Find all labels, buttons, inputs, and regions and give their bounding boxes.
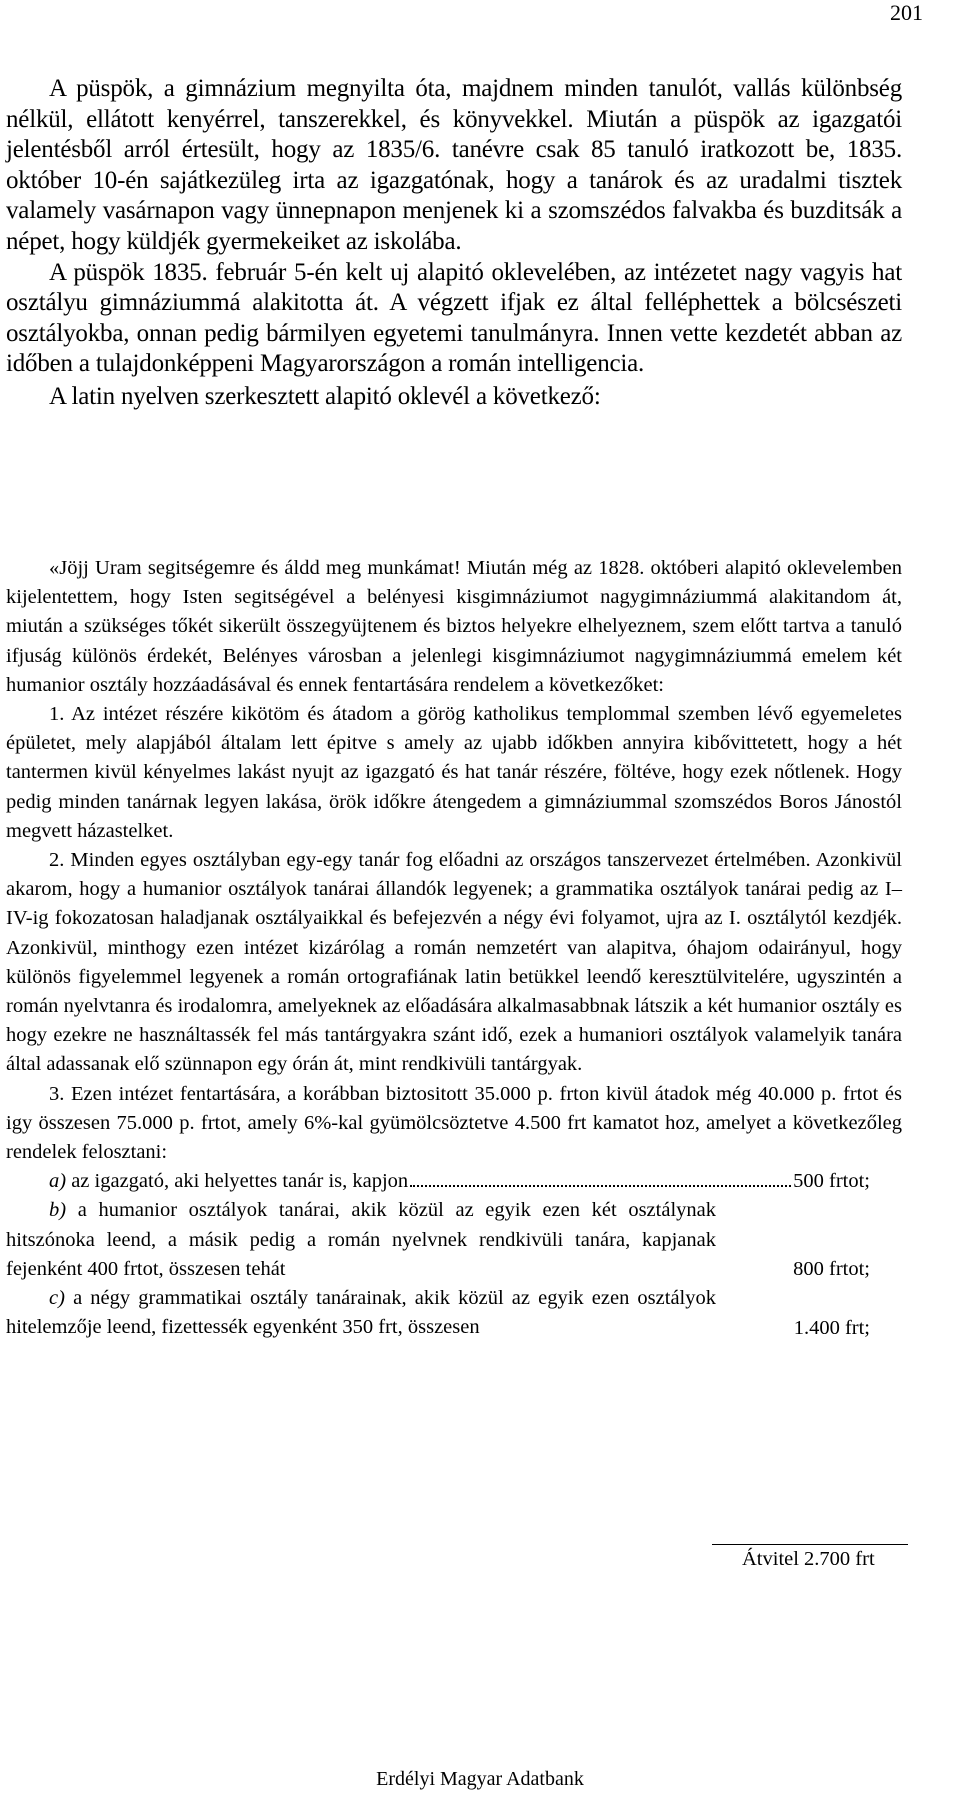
item-b-letter: b) — [49, 1199, 67, 1222]
charter-paragraph-intro: «Jöjj Uram segitségemre és áldd meg munkámat! Miután még az 1828. októberi alapitó oklevelemben kijelentettem, hogy Isten segitségével a belényesi kisgimnáziumot nagygimnáziummá alakitandom át, miután a szükséges tőkét sikerült összegyüjtenem és biztos helyekre elhelyeznem, szem előtt tartva a tanuló ifjuság különös érdekét, Belényes városban a jelenlegi kisgimnáziumot nagygimnáziummá emelem két humanior osztály hozzáadásával és ennek fentartására rendelem a következőket: — [6, 557, 902, 696]
item-c-amount: 1.400 frt; — [793, 1316, 870, 1339]
page-number: 201 — [890, 0, 923, 25]
item-b — [6, 1196, 716, 1284]
carry-over-total: Átvitel 2.700 frt — [712, 1544, 908, 1573]
item-c-text: a négy grammatikai osztály tanárainak, akik közül az egyik ezen osztályok hitelemzője leend, fizettessék egyenként 350 frt, összesen — [6, 1287, 716, 1339]
item-b-text: a humanior osztályok tanárai, akik közül az egyik ezen két osztálynak hitszónoka leend, a másik pedig a román nyelvnek rendkivüli tanára, kapjanak fejenként 400 frtot, összesen tehát — [6, 1199, 716, 1280]
charter-paragraph-2: 2. Minden egyes osztályban egy-egy tanár fog előadni az országos tanszervezet értelmében. Azonkivül akarom, hogy a humanior osztályok tanárai állandók legyenek; a grammatika osztályok tanárai pedig az I–IV-ig fokozatosan haladjanak osztályaikkal és befejezvén a négy évi folyamot, ujra az I. osztálytól kezdjék. Azonkivül, minthogy ezen intézet kizárólag a román nemzetért van alapitva, óhajom odairányul, hogy különös figyelemmel legyenek a román ortografiának latin betükkel leendő keresztülvitelére, ugyszintén a román nyelvtanra és irodalomra, amelyeknek az előadására alkalmasabbnak látszik a két humanior osztály es hogy ezekre ne használtassék fel más tantárgyakra szánt idő, ezek a humaniori osztályok valamelyik tanára által adassanak elő szünnapon egy órán át, mint rendkivüli tantárgyak. — [6, 849, 902, 1076]
intro-paragraph-2: A püspök 1835. február 5-én kelt uj alapitó oklevelében, az intézetet nagy vagyis hat osztályu gimnáziummá alakitotta át. A végzett ifjak ez által felléphettek a bölcsészeti osztályokba, onnan pedig bármilyen egyetemi tanulmányra. Innen vette kezdetét abban az időben a tulajdonképpeni Magyarországon a román intelligencia. — [6, 258, 902, 378]
item-a-letter: a) — [49, 1170, 67, 1193]
charter-paragraph-1: 1. Az intézet részére kikötöm és átadom a görög katholikus templommal szemben lévő egyemeletes épületet, mely alapjából általam lett épitve s amely az ujabb időkben annyira kibővittetett, hogy a hét tantermen kivül kényelmes lakást nyujt az igazgató és hat tanár részére, föltéve, hogy ezek nőtlenek. Hogy pedig minden tanárnak legyen lakása, örök időkre átengedem a gimnáziummal szomszédos Boros Jánostól megvett házastelket. — [6, 703, 902, 842]
item-c-letter: c) — [49, 1287, 65, 1310]
intro-paragraph-3: A latin nyelven szerkesztett alapitó oklevél a következő: — [49, 382, 601, 410]
charter-paragraph-3: 3. Ezen intézet fentartására, a korábban biztositott 35.000 p. frton kivül átadok még 40.000 p. frtot és igy összesen 75.000 p. frtot, amely 6%-kal gyümölcsöztetve 4.500 frt kamatot hoz, amelyet a következőleg rendelek felosztani: — [6, 1082, 902, 1164]
item-b-amount: 800 frtot; — [793, 1258, 870, 1281]
item-a — [6, 1167, 902, 1196]
intro-paragraph-1: A püspök, a gimnázium megnyilta óta, majdnem minden tanulót, vallás különbség nélkül, ellátott kenyérrel, tanszerekkel, és könyvekkel. Miután a püspök az igazgatói jelentésből arról értesült, hogy az 1835/6. tanévre csak 85 tanuló iratkozott be, 1835. október 10-én sajátkezüleg irta az igazgatónak, hogy a tanárok és az uradalmi tisztek valamely vasárnapon vagy ünnepnapon menjenek ki a szomszédos falvakba és buzditsák a népet, hogy küldjék gyermekeiket az iskolába. — [6, 75, 902, 255]
charter-section — [6, 554, 902, 1343]
item-c — [6, 1284, 716, 1342]
item-a-text: az igazgató, aki helyettes tanár is, kapjon — [71, 1170, 409, 1193]
intro-section — [6, 74, 902, 413]
item-a-amount: 500 frtot; — [793, 1170, 870, 1193]
page-footer: Erdélyi Magyar Adatbank — [376, 1768, 584, 1790]
item-a-leader — [410, 1185, 791, 1187]
